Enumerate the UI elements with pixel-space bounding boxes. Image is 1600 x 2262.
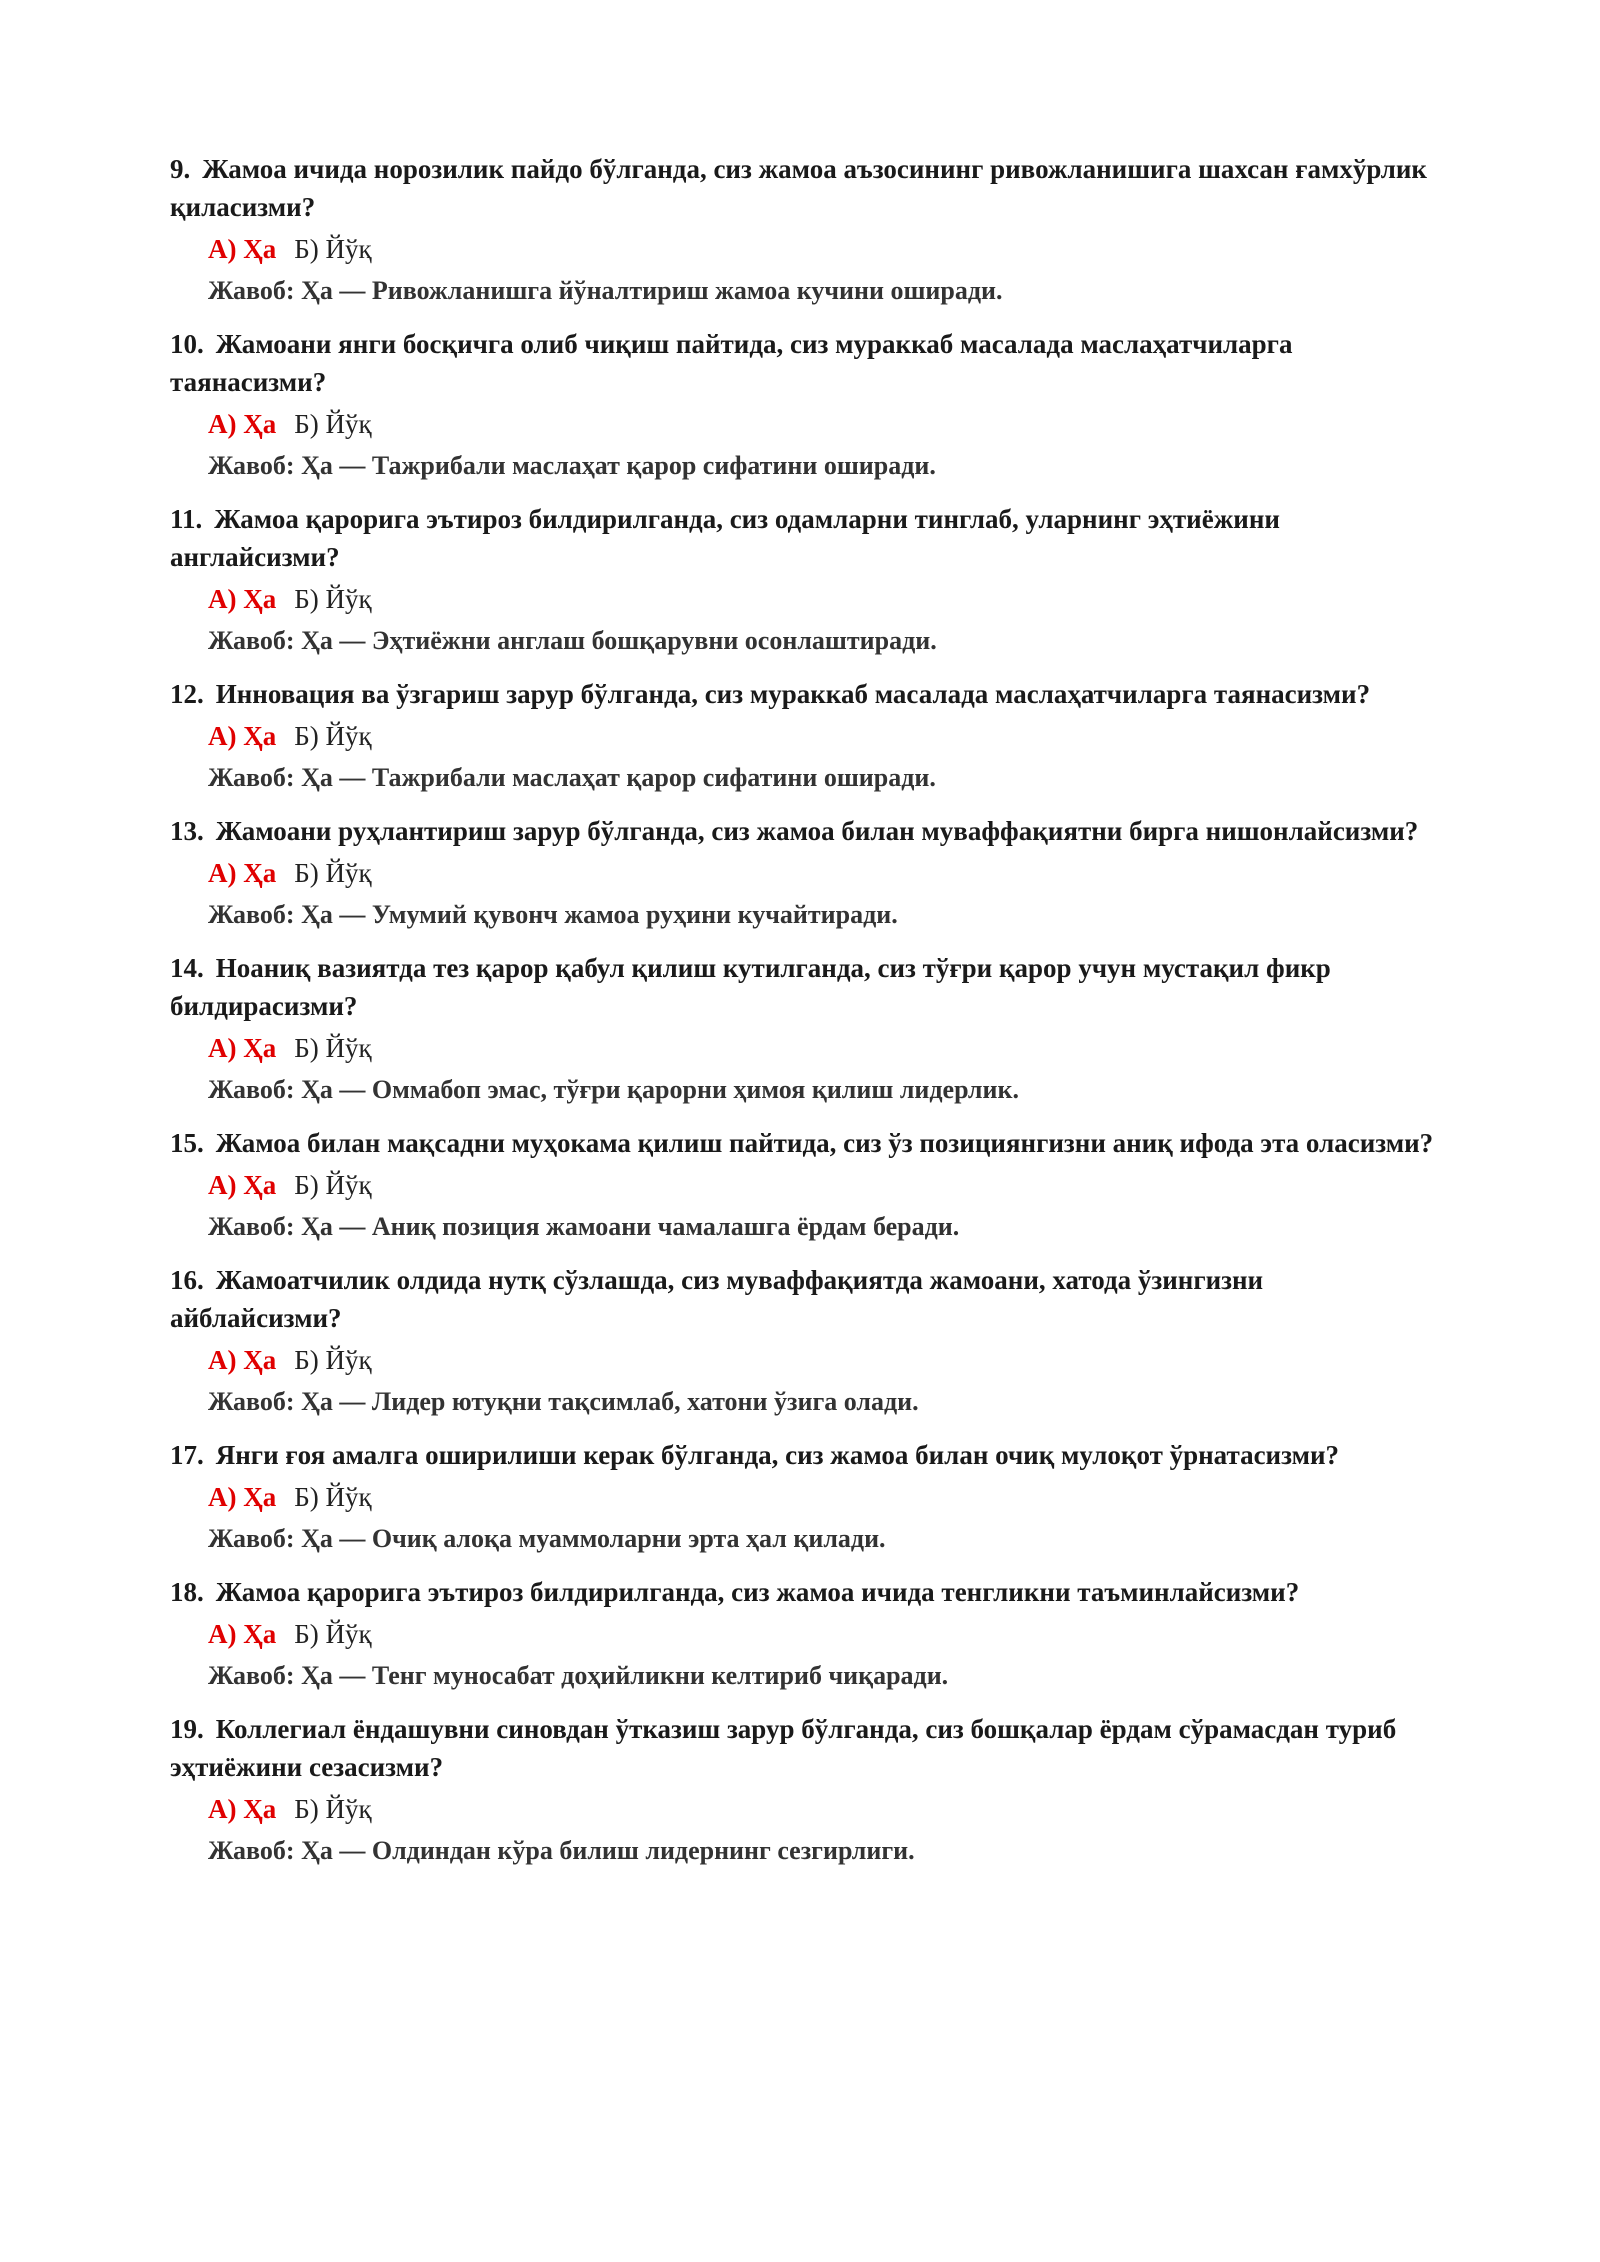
- question-list: [170, 150, 1440, 1870]
- question-item: [170, 1710, 1440, 1870]
- question-body: Жамоа қарорига эътироз билдирилганда, сиз одамларни тинглаб, уларнинг эҳтиёжини англайсизми?: [170, 504, 1280, 572]
- option-b: Б) Йўқ: [294, 1482, 372, 1512]
- question-number: 18.: [170, 1577, 204, 1607]
- question-number: 19.: [170, 1714, 204, 1744]
- answer-options: [208, 854, 1440, 892]
- question-body: Инновация ва ўзгариш зарур бўлганда, сиз мураккаб масалада маслаҳатчиларга таянасизми?: [215, 679, 1371, 709]
- question-text: [170, 949, 1440, 1025]
- question-body: Ноаниқ вазиятда тез қарор қабул қилиш кутилганда, сиз тўғри қарор учун мустақил фикр билдирасизми?: [170, 953, 1331, 1021]
- question-body: Жамоа ичида норозилик пайдо бўлганда, сиз жамоа аъзосининг ривожланишига шахсан ғамхўрлик қиласизми?: [170, 154, 1427, 222]
- option-a: А) Ҳа: [208, 584, 277, 614]
- option-b: Б) Йўқ: [294, 1033, 372, 1063]
- question-body: Жамоатчилик олдида нутқ сўзлашда, сиз муваффақиятда жамоани, хатода ўзингизни айблайсизми?: [170, 1265, 1264, 1333]
- option-a: А) Ҳа: [208, 858, 277, 888]
- answer-options: [208, 1029, 1440, 1067]
- option-a: А) Ҳа: [208, 1170, 277, 1200]
- question-item: [170, 1573, 1440, 1695]
- question-body: Жамоани янги босқичга олиб чиқиш пайтида, сиз мураккаб масалада маслаҳатчиларга таянасизми?: [170, 329, 1293, 397]
- option-a: А) Ҳа: [208, 1345, 277, 1375]
- question-body: Жамоани руҳлантириш зарур бўлганда, сиз жамоа билан муваффақиятни бирга нишонлайсизми?: [215, 816, 1419, 846]
- answer-explanation: Жавоб: Ҳа — Тенг муносабат доҳийликни келтириб чиқаради.: [208, 1661, 949, 1690]
- option-a: А) Ҳа: [208, 721, 277, 751]
- answer-explanation: Жавоб: Ҳа — Умумий қувонч жамоа руҳини кучайтиради.: [208, 900, 898, 929]
- question-text: [170, 500, 1440, 576]
- answer-explanation: Жавоб: Ҳа — Аниқ позиция жамоани чамалашга ёрдам беради.: [208, 1212, 960, 1241]
- answer-options: [208, 230, 1440, 268]
- question-body: Жамоа билан мақсадни муҳокама қилиш пайтида, сиз ўз позициянгизни аниқ ифода эта оласизми?: [215, 1128, 1434, 1158]
- option-b: Б) Йўқ: [294, 234, 372, 264]
- question-text: [170, 1261, 1440, 1337]
- question-number: 16.: [170, 1265, 204, 1295]
- question-item: [170, 1124, 1440, 1246]
- answer-options: [208, 405, 1440, 443]
- question-item: [170, 150, 1440, 310]
- answer-options: [208, 1341, 1440, 1379]
- answer-options: [208, 717, 1440, 755]
- question-item: [170, 812, 1440, 934]
- question-text: [170, 812, 1440, 850]
- answer-explanation: Жавоб: Ҳа — Оммабоп эмас, тўғри қарорни ҳимоя қилиш лидерлик.: [208, 1075, 1019, 1104]
- question-item: [170, 325, 1440, 485]
- question-body: Янги ғоя амалга оширилиши керак бўлганда, сиз жамоа билан очиқ мулоқот ўрнатасизми?: [215, 1440, 1340, 1470]
- question-text: [170, 325, 1440, 401]
- question-text: [170, 150, 1440, 226]
- option-b: Б) Йўқ: [294, 721, 372, 751]
- question-body: Коллегиал ёндашувни синовдан ўтказиш зарур бўлганда, сиз бошқалар ёрдам сўрамасдан туриб эҳтиёжини сезасизми?: [170, 1714, 1397, 1782]
- question-item: [170, 949, 1440, 1109]
- question-number: 11.: [170, 504, 203, 534]
- option-b: Б) Йўқ: [294, 1170, 372, 1200]
- question-item: [170, 1436, 1440, 1558]
- answer-options: [208, 580, 1440, 618]
- question-text: [170, 1710, 1440, 1786]
- answer-explanation: Жавоб: Ҳа — Лидер ютуқни тақсимлаб, хатони ўзига олади.: [208, 1387, 919, 1416]
- question-item: [170, 675, 1440, 797]
- option-a: А) Ҳа: [208, 1794, 277, 1824]
- answer-explanation: Жавоб: Ҳа — Ривожланишга йўналтириш жамоа кучини оширади.: [208, 276, 1003, 305]
- option-b: Б) Йўқ: [294, 584, 372, 614]
- question-number: 13.: [170, 816, 204, 846]
- question-body: Жамоа қарорига эътироз билдирилганда, сиз жамоа ичида тенгликни таъминлайсизми?: [215, 1577, 1300, 1607]
- option-a: А) Ҳа: [208, 234, 277, 264]
- answer-explanation: Жавоб: Ҳа — Очиқ алоқа муаммоларни эрта ҳал қилади.: [208, 1524, 886, 1553]
- question-number: 9.: [170, 154, 191, 184]
- answer-explanation: Жавоб: Ҳа — Тажрибали маслаҳат қарор сифатини оширади.: [208, 451, 936, 480]
- question-text: [170, 1573, 1440, 1611]
- option-a: А) Ҳа: [208, 409, 277, 439]
- option-b: Б) Йўқ: [294, 409, 372, 439]
- question-text: [170, 1124, 1440, 1162]
- option-a: А) Ҳа: [208, 1033, 277, 1063]
- question-number: 12.: [170, 679, 204, 709]
- answer-explanation: Жавоб: Ҳа — Олдиндан кўра билиш лидернинг сезгирлиги.: [208, 1836, 915, 1865]
- option-b: Б) Йўқ: [294, 1345, 372, 1375]
- question-number: 15.: [170, 1128, 204, 1158]
- option-b: Б) Йўқ: [294, 858, 372, 888]
- answer-options: [208, 1615, 1440, 1653]
- question-number: 14.: [170, 953, 204, 983]
- answer-options: [208, 1166, 1440, 1204]
- answer-options: [208, 1478, 1440, 1516]
- question-text: [170, 1436, 1440, 1474]
- answer-options: [208, 1790, 1440, 1828]
- option-b: Б) Йўқ: [294, 1794, 372, 1824]
- question-number: 10.: [170, 329, 204, 359]
- question-text: [170, 675, 1440, 713]
- option-a: А) Ҳа: [208, 1482, 277, 1512]
- question-number: 17.: [170, 1440, 204, 1470]
- question-item: [170, 1261, 1440, 1421]
- answer-explanation: Жавоб: Ҳа — Тажрибали маслаҳат қарор сифатини оширади.: [208, 763, 936, 792]
- option-a: А) Ҳа: [208, 1619, 277, 1649]
- question-item: [170, 500, 1440, 660]
- answer-explanation: Жавоб: Ҳа — Эҳтиёжни англаш бошқарувни осонлаштиради.: [208, 626, 937, 655]
- option-b: Б) Йўқ: [294, 1619, 372, 1649]
